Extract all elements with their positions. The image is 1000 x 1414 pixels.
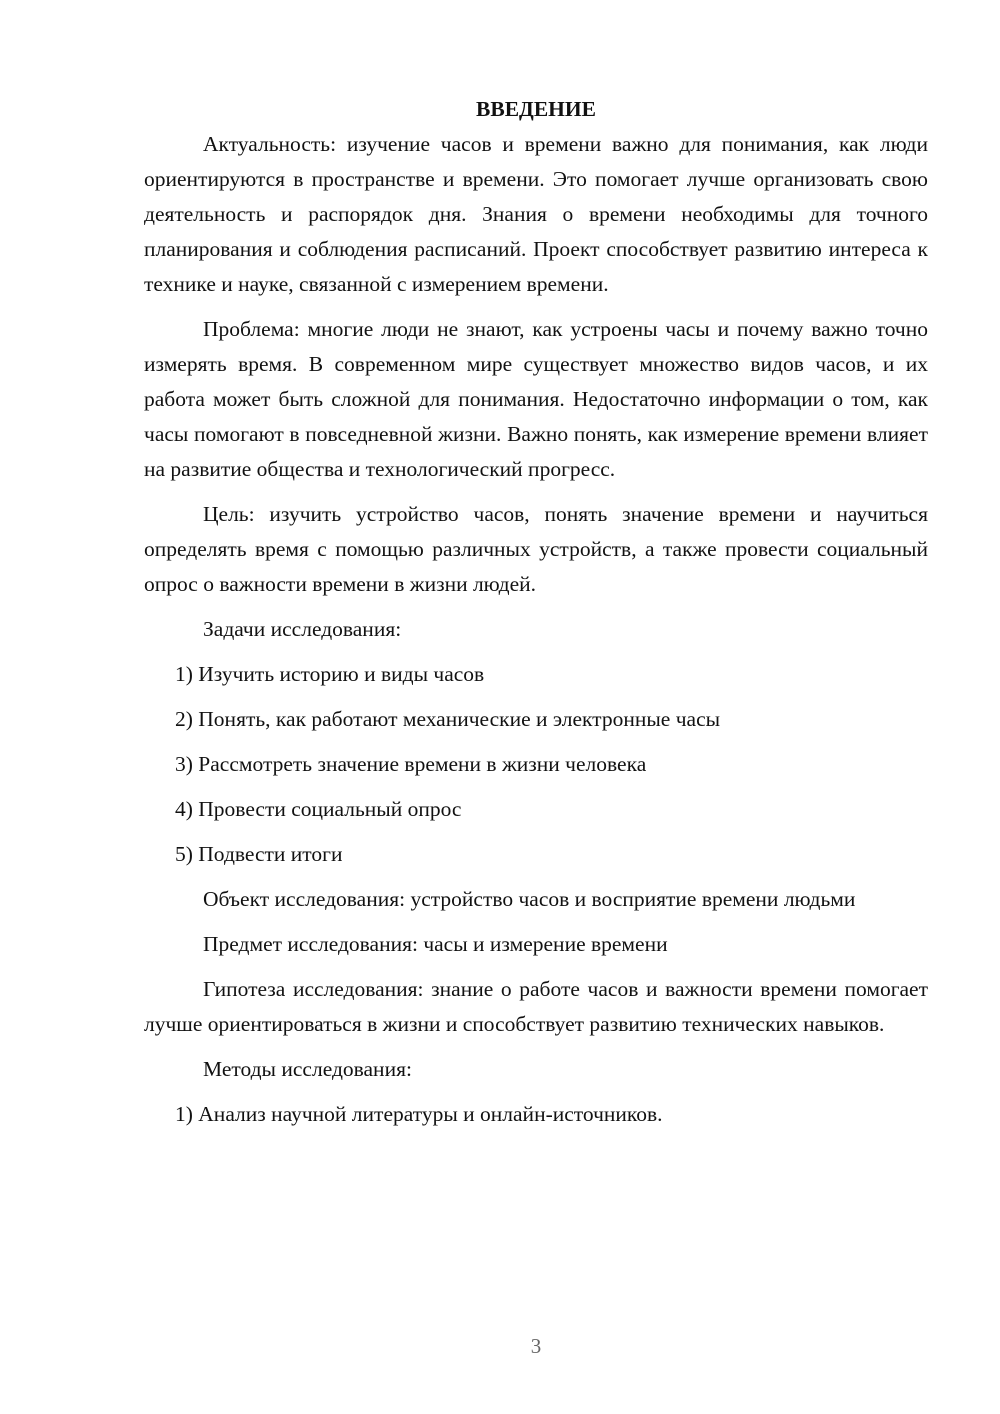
tasks-heading: Задачи исследования: [203, 617, 402, 641]
task-item: 1) Изучить историю и виды часов [175, 662, 485, 686]
subject-paragraph: Предмет исследования: часы и измерение времени [203, 932, 668, 956]
page-number: 3 [530, 1334, 542, 1358]
task-item: 5) Подвести итоги [175, 842, 343, 866]
method-item: 1) Анализ научной литературы и онлайн-источников. [175, 1102, 663, 1126]
methods-heading: Методы исследования: [203, 1057, 412, 1081]
hypothesis-paragraph: Гипотеза исследования: знание о работе часов и важности времени помогает лучше ориентироваться в жизни и способствует развитию технических навыков. [144, 977, 928, 1036]
document-page [144, 92, 928, 1132]
object-paragraph: Объект исследования: устройство часов и восприятие времени людьми [203, 887, 856, 911]
task-item: 4) Провести социальный опрос [175, 797, 462, 821]
page-title: ВВЕДЕНИЕ [476, 97, 596, 121]
relevance-paragraph: Актуальность: изучение часов и времени важно для понимания, как люди ориентируются в пространстве и времени. Это помогает лучше организовать свою деятельность и распорядок дня. Знания о времени необходимы для точного планирования и соблюдения расписаний. Проект способствует развитию интереса к технике и науке, связанной с измерением времени. [144, 132, 928, 296]
goal-paragraph: Цель: изучить устройство часов, понять значение времени и научиться определять время с помощью различных устройств, а также провести социальный опрос о важности времени в жизни людей. [144, 502, 928, 596]
task-item: 3) Рассмотреть значение времени в жизни человека [175, 752, 647, 776]
problem-paragraph: Проблема: многие люди не знают, как устроены часы и почему важно точно измерять время. В современном мире существует множество видов часов, и их работа может быть сложной для понимания. Недостаточно информации о том, как часы помогают в повседневной жизни. Важно понять, как измерение времени влияет на развитие общества и технологический прогресс. [144, 317, 928, 481]
task-item: 2) Понять, как работают механические и электронные часы [175, 707, 721, 731]
